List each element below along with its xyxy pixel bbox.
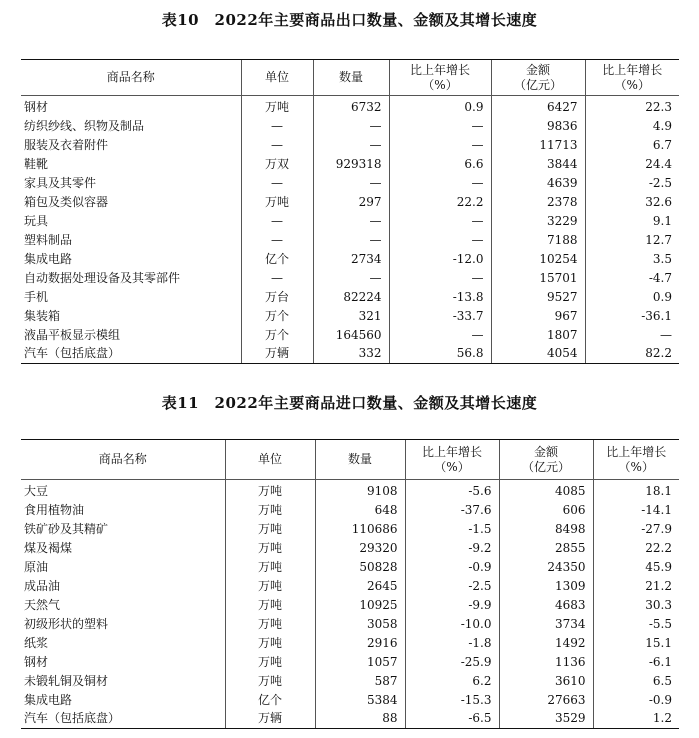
cell-unit: 亿个 <box>225 690 315 709</box>
header-quantity-growth <box>405 440 499 480</box>
cell-amount: 9527 <box>491 287 585 306</box>
cell-amount-growth: 45.9 <box>593 557 679 576</box>
header-unit: 单位 <box>241 60 313 96</box>
table-row <box>21 709 679 728</box>
table-row <box>21 500 679 519</box>
cell-amount: 606 <box>499 500 593 519</box>
cell-quantity: 2734 <box>313 249 389 268</box>
cell-unit: — <box>241 116 313 135</box>
header-amount-line2: （亿元） <box>513 77 562 92</box>
cell-amount: 1309 <box>499 576 593 595</box>
cell-quantity: 587 <box>315 671 405 690</box>
cell-quantity: 110686 <box>315 519 405 538</box>
cell-unit: 万吨 <box>225 633 315 652</box>
cell-quantity: 9108 <box>315 480 405 501</box>
cell-name: 钢材 <box>24 654 49 669</box>
cell-quantity-growth: — <box>389 116 491 135</box>
cell-amount: 4085 <box>499 480 593 501</box>
cell-name: 塑料制品 <box>24 232 73 247</box>
header-quantity: 数量 <box>315 440 405 480</box>
import-table-title: 表11 2022年主要商品进口数量、金额及其增长速度 <box>161 394 538 412</box>
cell-amount-growth: 22.2 <box>593 538 679 557</box>
table-row <box>21 519 679 538</box>
cell-amount-growth: 6.5 <box>593 671 679 690</box>
cell-quantity-growth: -33.7 <box>389 306 491 325</box>
cell-name: 自动数据处理设备及其零部件 <box>24 270 181 285</box>
cell-amount-growth: — <box>585 325 679 344</box>
header-amount-growth-line1: 比上年增长 <box>606 444 667 459</box>
cell-quantity: — <box>313 211 389 230</box>
cell-amount: 2855 <box>499 538 593 557</box>
cell-amount: 4639 <box>491 173 585 192</box>
cell-unit: 万吨 <box>241 192 313 211</box>
cell-amount-growth: -27.9 <box>593 519 679 538</box>
cell-unit: 万吨 <box>225 576 315 595</box>
table-row <box>21 538 679 557</box>
cell-name: 服装及衣着附件 <box>24 137 109 152</box>
cell-amount-growth: -36.1 <box>585 306 679 325</box>
cell-amount: 3734 <box>499 614 593 633</box>
cell-quantity-growth: -1.8 <box>405 633 499 652</box>
cell-unit: 万吨 <box>225 538 315 557</box>
table-row <box>21 268 679 287</box>
cell-quantity-growth: -6.5 <box>405 709 499 728</box>
cell-quantity: 82224 <box>313 287 389 306</box>
cell-name: 纸浆 <box>24 635 49 650</box>
cell-amount-growth: 0.9 <box>585 287 679 306</box>
cell-amount-growth: 18.1 <box>593 480 679 501</box>
cell-unit: 万个 <box>241 325 313 344</box>
cell-name: 钢材 <box>24 100 49 114</box>
cell-quantity-growth: -0.9 <box>405 557 499 576</box>
table-row <box>21 192 679 211</box>
header-quantity: 数量 <box>313 60 389 96</box>
cell-unit: — <box>241 173 313 192</box>
cell-amount: 3529 <box>499 709 593 728</box>
cell-name: 铁矿砂及其精矿 <box>24 521 109 536</box>
cell-name: 大豆 <box>24 484 49 498</box>
cell-amount: 4054 <box>491 344 585 363</box>
header-quantity-growth-line1: 比上年增长 <box>421 444 482 459</box>
table-row <box>21 595 679 614</box>
cell-unit: 万双 <box>241 154 313 173</box>
cell-name: 玩具 <box>24 213 49 228</box>
header-quantity-growth <box>389 60 491 96</box>
table-row <box>21 154 679 173</box>
header-amount-growth <box>585 60 679 96</box>
table-row <box>21 249 679 268</box>
cell-quantity-growth: -15.3 <box>405 690 499 709</box>
cell-amount: 7188 <box>491 230 585 249</box>
cell-amount-growth: 9.1 <box>585 211 679 230</box>
header-amount-line2: （亿元） <box>521 459 570 474</box>
cell-quantity-growth: 56.8 <box>389 344 491 363</box>
cell-name: 食用植物油 <box>24 502 85 517</box>
cell-unit: 万吨 <box>225 480 315 501</box>
cell-quantity: 88 <box>315 709 405 728</box>
cell-quantity-growth: 6.6 <box>389 154 491 173</box>
cell-quantity-growth: -37.6 <box>405 500 499 519</box>
cell-quantity-growth: — <box>389 135 491 154</box>
cell-quantity: 29320 <box>315 538 405 557</box>
cell-quantity: — <box>313 135 389 154</box>
table-row <box>21 96 679 117</box>
header-amount-growth-line2: （%） <box>618 459 654 474</box>
cell-unit: 万吨 <box>225 671 315 690</box>
cell-amount: 967 <box>491 306 585 325</box>
cell-quantity: — <box>313 230 389 249</box>
cell-amount: 24350 <box>499 557 593 576</box>
cell-quantity-growth: — <box>389 211 491 230</box>
cell-amount-growth: 15.1 <box>593 633 679 652</box>
table-row <box>21 306 679 325</box>
cell-quantity: 164560 <box>313 325 389 344</box>
cell-amount-growth: 24.4 <box>585 154 679 173</box>
table-row <box>21 173 679 192</box>
cell-amount-growth: 21.2 <box>593 576 679 595</box>
table-row <box>21 576 679 595</box>
cell-amount: 1492 <box>499 633 593 652</box>
table-row <box>21 652 679 671</box>
cell-name: 天然气 <box>24 597 61 612</box>
cell-quantity: 10925 <box>315 595 405 614</box>
cell-quantity: 6732 <box>313 96 389 117</box>
cell-amount: 4683 <box>499 595 593 614</box>
cell-quantity: 321 <box>313 306 389 325</box>
header-amount-growth <box>593 440 679 480</box>
cell-quantity: 5384 <box>315 690 405 709</box>
cell-quantity-growth: -25.9 <box>405 652 499 671</box>
cell-quantity-growth: -9.2 <box>405 538 499 557</box>
cell-amount: 3844 <box>491 154 585 173</box>
cell-amount: 3229 <box>491 211 585 230</box>
cell-quantity-growth: 0.9 <box>389 96 491 117</box>
cell-amount: 3610 <box>499 671 593 690</box>
cell-unit: 万辆 <box>225 709 315 728</box>
export-table-title: 表10 2022年主要商品出口数量、金额及其增长速度 <box>161 11 538 29</box>
cell-quantity-growth: — <box>389 325 491 344</box>
table-row <box>21 230 679 249</box>
cell-quantity: 1057 <box>315 652 405 671</box>
cell-unit: 万吨 <box>225 595 315 614</box>
cell-name: 纺织纱线、织物及制品 <box>24 118 145 133</box>
cell-unit: 万吨 <box>241 96 313 117</box>
cell-name: 手机 <box>24 289 49 304</box>
table-row <box>21 116 679 135</box>
table-row <box>21 557 679 576</box>
table-row <box>21 633 679 652</box>
cell-amount: 1807 <box>491 325 585 344</box>
cell-unit: 万台 <box>241 287 313 306</box>
cell-name: 鞋靴 <box>24 156 49 171</box>
cell-quantity-growth: — <box>389 230 491 249</box>
table-row <box>21 671 679 690</box>
cell-unit: 万个 <box>241 306 313 325</box>
cell-amount: 27663 <box>499 690 593 709</box>
cell-name: 集成电路 <box>24 692 73 707</box>
cell-unit: 万吨 <box>225 500 315 519</box>
cell-quantity: 2645 <box>315 576 405 595</box>
cell-amount-growth: -6.1 <box>593 652 679 671</box>
cell-amount-growth: 32.6 <box>585 192 679 211</box>
cell-name: 未锻轧铜及铜材 <box>24 673 109 688</box>
header-amount <box>491 60 585 96</box>
cell-quantity-growth: -5.6 <box>405 480 499 501</box>
cell-unit: 万吨 <box>225 557 315 576</box>
table-row <box>21 614 679 633</box>
cell-amount-growth: -0.9 <box>593 690 679 709</box>
cell-quantity: 50828 <box>315 557 405 576</box>
cell-quantity-growth: — <box>389 173 491 192</box>
cell-quantity: — <box>313 116 389 135</box>
cell-unit: 万吨 <box>225 652 315 671</box>
cell-amount: 10254 <box>491 249 585 268</box>
header-quantity-growth-line1: 比上年增长 <box>409 62 470 77</box>
cell-amount: 11713 <box>491 135 585 154</box>
header-amount-line1: 金额 <box>533 444 558 459</box>
cell-name: 初级形状的塑料 <box>24 616 109 631</box>
cell-unit: — <box>241 268 313 287</box>
table-row <box>21 690 679 709</box>
cell-name: 液晶平板显示模组 <box>24 327 121 342</box>
import-table <box>21 439 679 729</box>
cell-name: 原油 <box>24 559 49 574</box>
header-name: 商品名称 <box>21 440 225 480</box>
cell-amount-growth: 6.7 <box>585 135 679 154</box>
header-unit: 单位 <box>225 440 315 480</box>
header-name: 商品名称 <box>21 60 241 96</box>
export-table-header <box>21 60 679 96</box>
import-table-header <box>21 440 679 480</box>
cell-name: 煤及褐煤 <box>24 540 73 555</box>
cell-quantity-growth: 6.2 <box>405 671 499 690</box>
cell-unit: — <box>241 211 313 230</box>
cell-quantity: — <box>313 173 389 192</box>
header-amount-growth-line1: 比上年增长 <box>602 62 663 77</box>
header-quantity-growth-line2: （%） <box>434 459 470 474</box>
cell-name: 箱包及类似容器 <box>24 194 109 209</box>
cell-unit: — <box>241 230 313 249</box>
cell-quantity: 648 <box>315 500 405 519</box>
cell-quantity: 929318 <box>313 154 389 173</box>
cell-amount: 1136 <box>499 652 593 671</box>
cell-quantity-growth: -1.5 <box>405 519 499 538</box>
header-quantity-growth-line2: （%） <box>422 77 458 92</box>
cell-amount: 15701 <box>491 268 585 287</box>
export-table <box>21 59 679 364</box>
cell-unit: 万吨 <box>225 614 315 633</box>
cell-quantity-growth: -12.0 <box>389 249 491 268</box>
cell-amount-growth: -2.5 <box>585 173 679 192</box>
cell-quantity: 297 <box>313 192 389 211</box>
header-amount-line1: 金额 <box>525 62 550 77</box>
cell-name: 汽车（包括底盘） <box>21 709 225 728</box>
cell-amount: 9836 <box>491 116 585 135</box>
cell-name: 家具及其零件 <box>24 175 97 190</box>
cell-amount: 8498 <box>499 519 593 538</box>
cell-amount-growth: -5.5 <box>593 614 679 633</box>
cell-quantity-growth: -13.8 <box>389 287 491 306</box>
cell-amount: 6427 <box>491 96 585 117</box>
cell-amount-growth: 3.5 <box>585 249 679 268</box>
cell-name: 汽车（包括底盘） <box>21 344 241 363</box>
header-amount <box>499 440 593 480</box>
cell-amount-growth: 22.3 <box>585 96 679 117</box>
cell-amount-growth: 12.7 <box>585 230 679 249</box>
cell-amount-growth: 1.2 <box>593 709 679 728</box>
cell-quantity: 2916 <box>315 633 405 652</box>
table-row <box>21 325 679 344</box>
cell-quantity: 3058 <box>315 614 405 633</box>
cell-unit: 万吨 <box>225 519 315 538</box>
cell-amount-growth: 4.9 <box>585 116 679 135</box>
cell-quantity: 332 <box>313 344 389 363</box>
cell-quantity-growth: -2.5 <box>405 576 499 595</box>
table-row <box>21 344 679 363</box>
cell-name: 集装箱 <box>24 308 61 323</box>
cell-amount-growth: -4.7 <box>585 268 679 287</box>
table-row <box>21 287 679 306</box>
cell-unit: — <box>241 135 313 154</box>
cell-quantity-growth: -9.9 <box>405 595 499 614</box>
cell-name: 集成电路 <box>24 251 73 266</box>
table-row <box>21 135 679 154</box>
table-row <box>21 480 679 501</box>
cell-unit: 亿个 <box>241 249 313 268</box>
header-amount-growth-line2: （%） <box>614 77 650 92</box>
cell-quantity-growth: -10.0 <box>405 614 499 633</box>
cell-quantity: — <box>313 268 389 287</box>
cell-unit: 万辆 <box>241 344 313 363</box>
cell-name: 成品油 <box>24 578 61 593</box>
cell-quantity-growth: 22.2 <box>389 192 491 211</box>
cell-amount-growth: 30.3 <box>593 595 679 614</box>
table-row <box>21 211 679 230</box>
cell-quantity-growth: — <box>389 268 491 287</box>
cell-amount-growth: -14.1 <box>593 500 679 519</box>
cell-amount: 2378 <box>491 192 585 211</box>
cell-amount-growth: 82.2 <box>585 344 679 363</box>
